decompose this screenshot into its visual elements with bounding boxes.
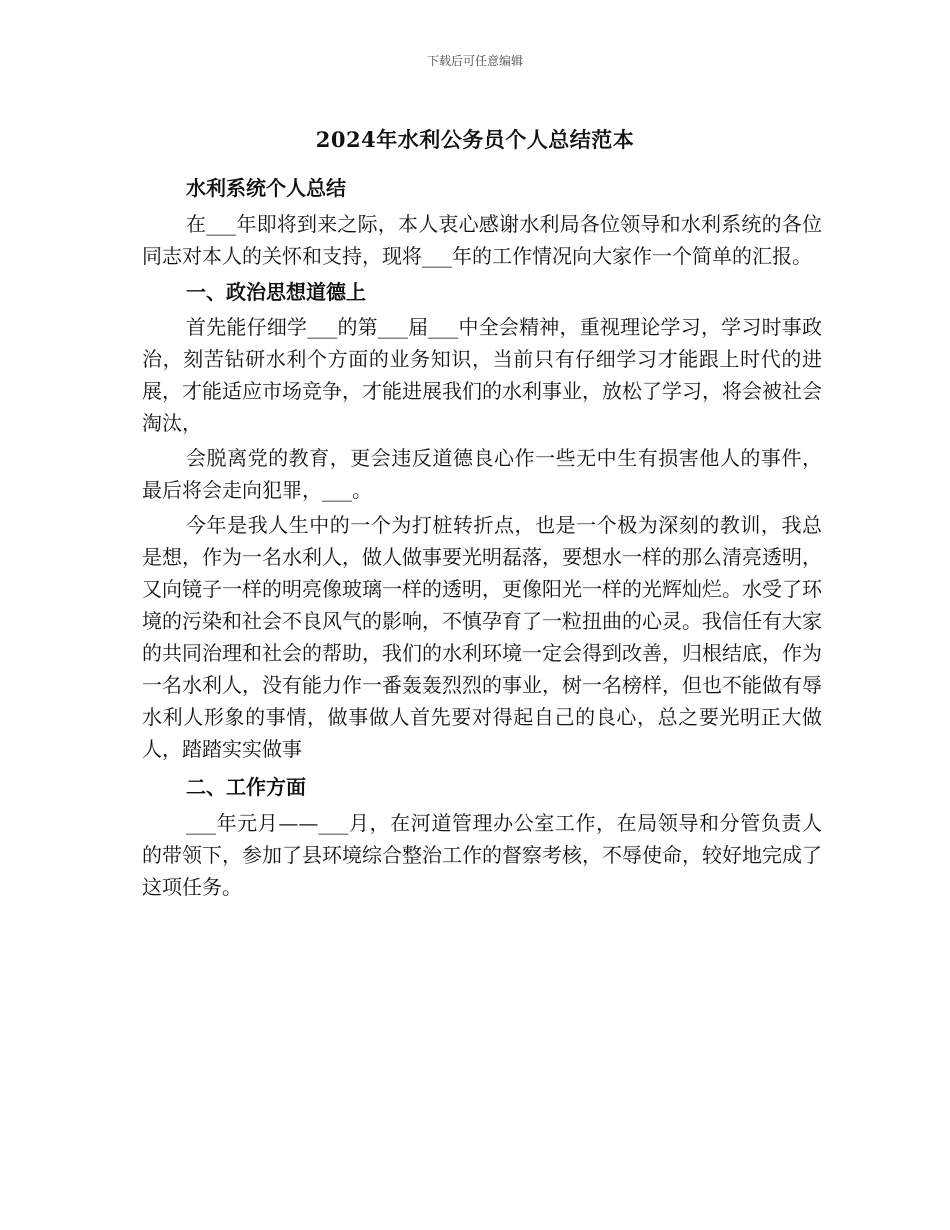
document-title: 2024年水利公务员个人总结范本 [315,127,635,152]
paragraph: 在___年即将到来之际，本人衷心感谢水利局各位领导和水利系统的各位同志对本人的关怀和支持，现将___年的工作情况向大家作一个简单的汇报。 [142,212,822,268]
page-header-note: 下载后可任意编辑 [426,54,523,68]
paragraph: ___年元月——___月，在河道管理办公室工作，在局领导和分管负责人的带领下，参加了县环境综合整治工作的督察考核，不辱使命，较好地完成了这项任务。 [142,811,822,899]
document-body [142,172,822,906]
paragraph: 会脱离党的教育，更会违反道德良心作一些无中生有损害他人的事件，最后将会走向犯罪，___。 [142,446,822,502]
section-heading: 二、工作方面 [186,775,306,799]
paragraph: 今年是我人生中的一个为打桩转折点，也是一个极为深刻的教训，我总是想，作为一名水利人，做人做事要光明磊落，要想水一样的那么清亮透明，又向镜子一样的明亮像玻璃一样的透明，更像阳光一样的光辉灿烂。水受了环境的污染和社会不良风气的影响，不慎孕育了一粒扭曲的心灵。我信任有大家的共同治理和社会的帮助，我们的水利环境一定会得到改善，归根结底，作为一名水利人，没有能力作一番轰轰烈烈的事业，树一名榜样，但也不能做有辱水利人形象的事情，做事做人首先要对得起自己的良心，总之要光明正大做人，踏踏实实做事 [142,513,822,761]
section-heading: 水利系统个人总结 [186,176,346,200]
paragraph: 首先能仔细学___的第___届___中全会精神，重视理论学习，学习时事政治，刻苦钻研水利个方面的业务知识，当前只有仔细学习才能跟上时代的进展，才能适应市场竞争，才能进展我们的水利事业，放松了学习，将会被社会淘汰， [142,315,822,435]
section-heading: 一、政治思想道德上 [186,280,366,304]
